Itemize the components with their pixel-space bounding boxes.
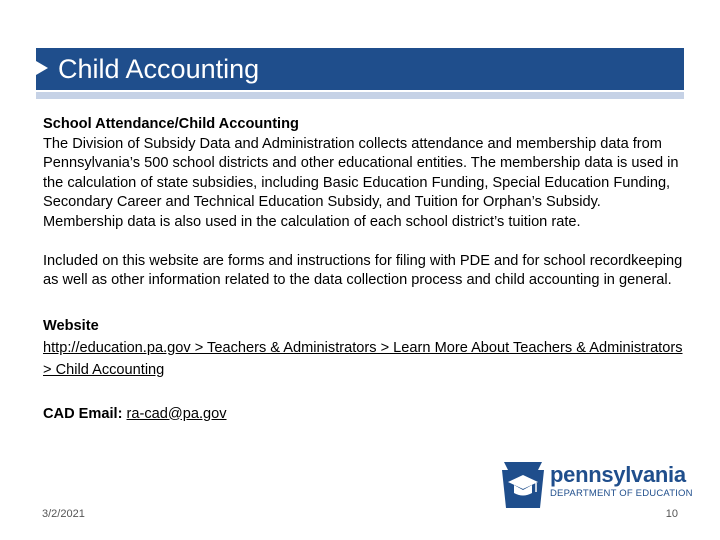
- website-block: [43, 315, 683, 381]
- website-link[interactable]: http://education.pa.gov > Teachers & Administrators > Learn More About Teachers & Administrators > Child Accounting: [43, 339, 683, 378]
- website-label: Website: [43, 317, 99, 334]
- logo-name: pennsylvania: [550, 462, 686, 487]
- title-underline: [36, 92, 684, 99]
- slide-content: [43, 115, 683, 424]
- page-number: 10: [665, 508, 678, 520]
- arrow-bullet-icon: [36, 61, 48, 75]
- paragraph-website-info: Included on this website are forms and instructions for filing with PDE and for school recordkeeping as well as other information related to the data collection process and child accounting in general.: [43, 252, 683, 288]
- keystone-mortarboard-icon: [500, 460, 546, 510]
- footer-date: 3/2/2021: [42, 508, 85, 520]
- email-label: CAD Email:: [43, 405, 123, 422]
- email-link[interactable]: ra-cad@pa.gov: [126, 405, 227, 422]
- paragraph-description: The Division of Subsidy Data and Administration collects attendance and membership data from Pennsylvania’s 500 school districts and other educational entities. The membership data is used in the calculation of state subsidies, including Basic Education Funding, Special Education Funding, Secondary Career and Technical Education Subsidy, and Tuition for Orphan’s Subsidy. Membership data is also used in the calculation of each school district’s tuition rate.: [43, 135, 679, 230]
- logo-department: DEPARTMENT OF EDUCATION: [550, 488, 693, 499]
- slide-title: Child Accounting: [58, 54, 260, 84]
- section-heading: School Attendance/Child Accounting: [43, 116, 299, 132]
- email-block: [43, 405, 683, 425]
- pennsylvania-logo: [500, 460, 693, 510]
